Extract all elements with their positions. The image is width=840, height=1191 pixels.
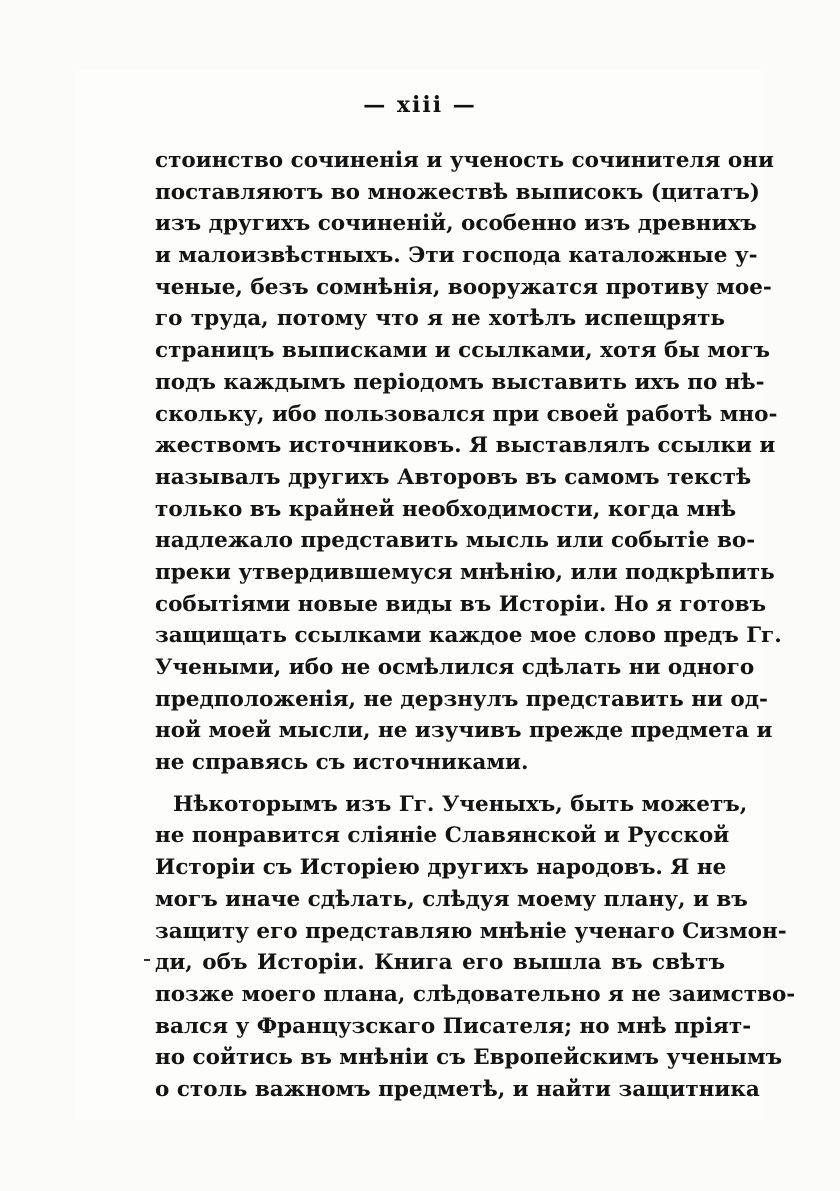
text-line: о столь важномъ предметѣ, и найти защитника (155, 1076, 760, 1102)
text-line: жествомъ источниковъ. Я выставлялъ ссылки и (155, 433, 776, 459)
text-line: скольку, ибо пользовался при своей работѣ мно- (155, 401, 778, 427)
text-line: позже моего плана, слѣдовательно я не заимство- (155, 981, 796, 1007)
text-line: предположенія, не дерзнулъ представить ни од- (155, 686, 768, 712)
text-line: изъ другихъ сочиненій, особенно изъ древнихъ (155, 211, 757, 237)
text-line: страницъ выписками и ссылками, хотя бы могъ (155, 338, 771, 364)
text-line: не понравится сліяніе Славянской и Русской (155, 823, 730, 849)
text-line: защиту его представляю мнѣніе ученаго Сизмон- (155, 918, 787, 944)
page-number-header: — xiii — (363, 92, 477, 118)
text-line: не справясь съ источниками. (155, 750, 529, 776)
text-line: ченые, безъ сомнѣнія, вооружатся противу мое- (155, 274, 772, 300)
text-line: го труда, потому что я не хотѣлъ испещрять (155, 306, 725, 332)
text-line: поставляютъ во множествѣ выписокъ (цитатъ) (155, 179, 760, 205)
text-line: преки утвердившемуся мнѣнію, или подкрѣпить (155, 559, 775, 585)
text-line: событіями новые виды въ Исторіи. Но я готовъ (155, 591, 767, 617)
text-line: Нѣкоторымъ изъ Гг. Ученыхъ, быть можетъ, (173, 791, 748, 817)
text-line: Учеными, ибо не осмѣлился сдѣлать ни одного (155, 655, 755, 680)
text-line: вался у Французскаго Писателя; но мнѣ пріят- (155, 1013, 752, 1039)
ink-mark (144, 959, 150, 961)
text-line: ди, объ Исторіи. Книга его вышла въ свѣтъ (155, 950, 725, 976)
text-line: могъ иначе сдѣлать, слѣдуя моему плану, и въ (155, 886, 748, 912)
text-line: надлежало представить мысль или событіе во- (155, 528, 756, 554)
paragraph-2 (155, 789, 796, 1106)
text-line: подъ каждымъ періодомъ выставить ихъ по нѣ- (155, 369, 765, 395)
paragraph-1 (155, 145, 782, 779)
text-line: и малоизвѣстныхъ. Эти господа каталожные у- (155, 243, 758, 269)
text-line: только въ крайней необходимости, когда мнѣ (155, 496, 737, 522)
text-line: защищать ссылками каждое мое слово предъ Гг. (155, 623, 782, 649)
text-line: стоинство сочиненія и ученость сочинителя они (155, 148, 774, 173)
paragraph-gap (155, 779, 725, 789)
body-text (155, 145, 796, 1106)
text-line: ной моей мысли, не изучивъ прежде предмета и (155, 718, 773, 744)
text-line: но сойтись въ мнѣніи съ Европейскимъ ученымъ (155, 1045, 783, 1071)
text-line: называлъ другихъ Авторовъ въ самомъ текстѣ (155, 464, 752, 490)
text-line: Исторіи съ Исторіею другихъ народовъ. Я не (155, 855, 727, 881)
